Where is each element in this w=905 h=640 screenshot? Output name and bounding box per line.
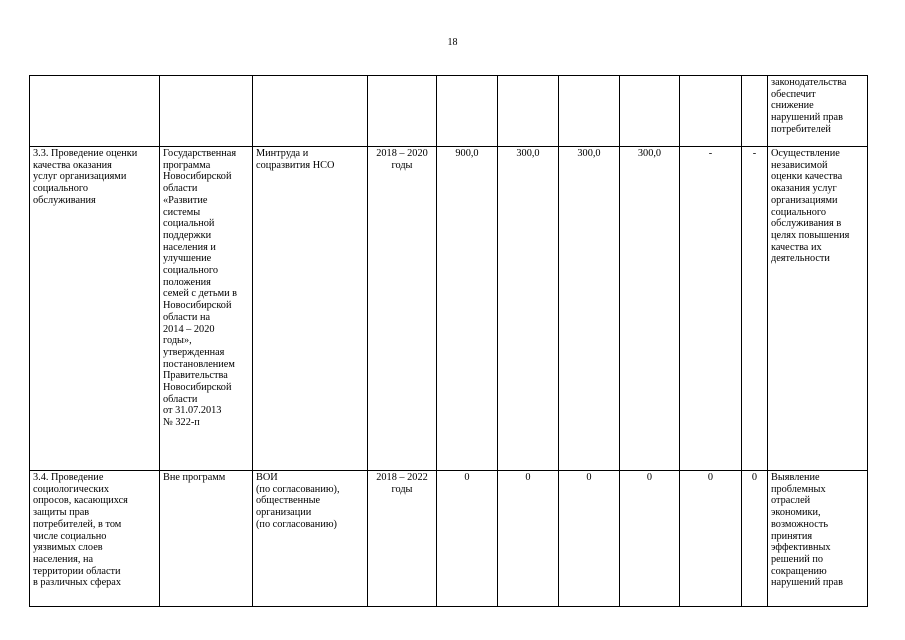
executors-cell: ВОИ (по согласованию), общественные организации (по согласованию) bbox=[253, 471, 368, 607]
measure-cell: 3.4. Проведение социологических опросов, касающихся защиты прав потребителей, в том числе социально уязвимых слоев населения, на территории области в различных сферах bbox=[30, 471, 160, 607]
year-cell bbox=[498, 76, 559, 147]
result-cell: Осуществление независимой оценки качества оказания услуг организациями социального обслуживания в целях повышения качества их деятельности bbox=[768, 147, 868, 471]
page-number: 18 bbox=[447, 37, 458, 48]
executors-cell: Минтруда и соцразвития НСО bbox=[253, 147, 368, 471]
year-cell: 300,0 bbox=[559, 147, 620, 471]
program-cell: Вне программ bbox=[160, 471, 253, 607]
measures-table bbox=[29, 75, 868, 607]
total-cell: 0 bbox=[437, 471, 498, 607]
year-cell: 0 bbox=[559, 471, 620, 607]
program-cell: Государственная программа Новосибирской области «Развитие системы социальной поддержки населения и улучшение социального положения семей с детьми в Новосибирской области на 2014 – 2020 годы», утвержденная постановлением Правительства Новосибирской области от 31.07.2013 № 322-п bbox=[160, 147, 253, 471]
total-cell: 900,0 bbox=[437, 147, 498, 471]
result-cell: законодательства обеспечит снижение нарушений прав потребителей bbox=[768, 76, 868, 147]
table-row bbox=[30, 76, 868, 147]
year-cell bbox=[680, 76, 742, 147]
period-cell: 2018 – 2020 годы bbox=[368, 147, 437, 471]
year-cell: 0 bbox=[680, 471, 742, 607]
executors-cell bbox=[253, 76, 368, 147]
period-cell bbox=[368, 76, 437, 147]
total-cell bbox=[437, 76, 498, 147]
year-cell: 0 bbox=[498, 471, 559, 607]
year-cell: 300,0 bbox=[498, 147, 559, 471]
year-cell bbox=[742, 76, 768, 147]
period-cell: 2018 – 2022 годы bbox=[368, 471, 437, 607]
measure-cell bbox=[30, 76, 160, 147]
year-cell: - bbox=[680, 147, 742, 471]
table-row bbox=[30, 147, 868, 471]
year-cell bbox=[620, 76, 680, 147]
program-cell bbox=[160, 76, 253, 147]
result-cell: Выявление проблемных отраслей экономики, возможность принятия эффективных решений по сокращению нарушений прав bbox=[768, 471, 868, 607]
table-row bbox=[30, 471, 868, 607]
year-cell: - bbox=[742, 147, 768, 471]
year-cell: 300,0 bbox=[620, 147, 680, 471]
measure-cell: 3.3. Проведение оценки качества оказания услуг организациями социального обслуживания bbox=[30, 147, 160, 471]
year-cell: 0 bbox=[742, 471, 768, 607]
year-cell: 0 bbox=[620, 471, 680, 607]
year-cell bbox=[559, 76, 620, 147]
